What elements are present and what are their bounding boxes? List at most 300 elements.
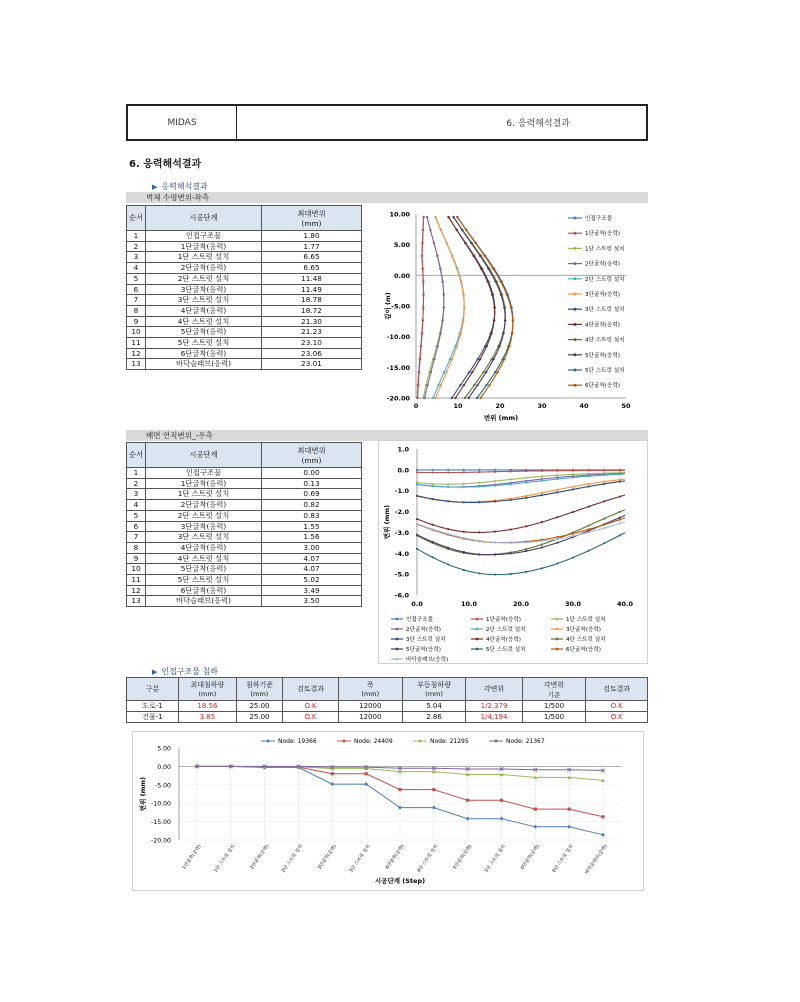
cell-max: 3.50 — [262, 596, 362, 607]
series-point — [541, 521, 543, 523]
legend-marker — [476, 648, 479, 651]
series-point — [510, 528, 512, 530]
series-point — [619, 481, 621, 483]
x-tick-label: 30 — [537, 402, 547, 410]
x-tick-label: 2단굴착(응력) — [249, 844, 271, 871]
series-point — [510, 499, 512, 501]
series-point — [365, 772, 368, 775]
series-point — [572, 511, 574, 513]
series-point — [416, 518, 418, 520]
series-point — [494, 471, 496, 473]
cell-max: 1.55 — [262, 521, 362, 532]
series-point — [447, 563, 449, 565]
legend-marker — [574, 384, 577, 387]
series-point — [416, 397, 418, 399]
cell-stage: 4단굴착(응력) — [146, 542, 262, 553]
legend-marker — [574, 338, 577, 341]
cell-stage: 6단굴착(응력) — [146, 585, 262, 596]
series-point — [421, 242, 423, 244]
th-settlement: 각변위 — [466, 678, 522, 701]
series-point — [601, 833, 605, 837]
series-point — [487, 268, 489, 270]
cell-max: 18.72 — [262, 305, 362, 316]
legend-label: 4단굴착(응력) — [486, 637, 521, 643]
cell-max: 6.65 — [262, 263, 362, 274]
series-point — [556, 470, 558, 472]
cell-stage: 1단 스트럿 설치 — [146, 489, 262, 500]
series-point — [463, 306, 465, 308]
series-point — [478, 501, 480, 503]
series-point — [463, 537, 465, 539]
cell-stage: 인접구조물 — [146, 231, 262, 242]
series-point — [504, 319, 506, 321]
series-point — [541, 470, 543, 472]
series-point — [556, 491, 558, 493]
th-settlement: 폭 (mm) — [338, 678, 402, 701]
series-point — [525, 541, 527, 543]
series-point — [556, 474, 558, 476]
y-tick-label: -6.0 — [394, 591, 409, 600]
series-point — [512, 319, 514, 321]
cell-max: 5.02 — [262, 575, 362, 586]
cell-max: 1.56 — [262, 532, 362, 543]
series-point — [572, 469, 574, 471]
series-point — [426, 216, 428, 218]
cell-stage: 바닥슬래브(응력) — [146, 359, 262, 370]
series-point — [465, 229, 467, 231]
series-point — [619, 534, 621, 536]
settlement-table — [126, 677, 648, 723]
legend-label: 5단굴착(응력) — [406, 647, 441, 653]
series-point — [463, 486, 465, 488]
series-point — [541, 546, 543, 548]
series-point — [603, 524, 605, 526]
series-point — [525, 497, 527, 499]
th-settlement: 구분 — [127, 678, 179, 701]
y-tick-label: -5.0 — [394, 570, 409, 579]
legend-marker — [396, 658, 399, 661]
legend-label: 3단굴착(응력) — [585, 292, 620, 298]
x-tick-label: 0 — [413, 402, 419, 410]
x-tick-label: 20.0 — [512, 600, 530, 608]
x-tick-label: 30.0 — [564, 600, 582, 608]
series-point — [330, 782, 334, 786]
legend-label: 2단굴착(응력) — [585, 261, 620, 268]
x-tick-label: 40.0 — [616, 600, 634, 608]
series-point — [422, 229, 424, 231]
table-row — [127, 252, 362, 263]
series-line-11 — [417, 533, 625, 575]
cell-stage: 6단굴착(응력) — [146, 348, 262, 359]
series-line-9 — [454, 217, 506, 398]
series-point — [432, 528, 434, 530]
series-point — [418, 371, 420, 373]
th-settlement: 최대침하량 (mm) — [178, 678, 236, 701]
series-point — [498, 345, 500, 347]
series-point — [525, 548, 527, 550]
table-row — [127, 712, 648, 723]
series-point — [556, 562, 558, 564]
legend-label: 5단 스트럿 설치 — [585, 368, 625, 374]
legend-marker — [574, 323, 577, 326]
series-point — [416, 469, 418, 471]
series-point — [421, 268, 423, 270]
legend-label: 5단굴착(응력) — [585, 352, 620, 359]
series-point — [474, 242, 476, 244]
series-point — [439, 332, 441, 334]
table-row — [127, 338, 362, 349]
series-point — [478, 553, 480, 555]
x-tick-label: 3단굴착(응력) — [317, 844, 338, 871]
table-row — [127, 500, 362, 511]
series-point — [432, 498, 434, 500]
series-point — [463, 501, 465, 503]
cell-no: 7 — [127, 532, 146, 543]
series-point — [420, 345, 422, 347]
y-axis-title: 변위 (mm) — [139, 776, 147, 812]
series-point — [447, 483, 449, 485]
legend-marker — [574, 308, 577, 311]
cell-no: 1 — [127, 468, 146, 479]
series-line-12 — [417, 518, 625, 543]
legend-label: 1단 스트럿 설치 — [585, 246, 625, 253]
cell-stage: 1단굴착(응력) — [146, 241, 262, 252]
series-point — [494, 554, 496, 556]
back-displacement-chart — [378, 440, 648, 664]
y-tick-label: -2.0 — [394, 508, 409, 517]
cell-stage: 5단굴착(응력) — [146, 327, 262, 338]
series-point — [447, 500, 449, 502]
cell-no: 6 — [127, 521, 146, 532]
series-point — [496, 371, 498, 373]
x-tick-label: 10 — [453, 402, 463, 410]
cell-no: 4 — [127, 263, 146, 274]
series-point — [483, 255, 485, 257]
legend-label: Node: 21367 — [506, 738, 545, 746]
legend-label: 6단굴착(응력) — [585, 383, 620, 390]
series-point — [572, 532, 574, 534]
cell-max: 0.13 — [262, 478, 362, 489]
series-point — [494, 485, 496, 487]
series-point — [494, 480, 496, 482]
table-row — [127, 305, 362, 316]
series-point — [568, 807, 571, 810]
series-point — [432, 788, 435, 791]
cell: 1/2,379 — [466, 701, 522, 712]
table-row — [127, 553, 362, 564]
legend-label: 1단굴착(응력) — [486, 617, 521, 623]
legend-label: 6단굴착(응력) — [566, 647, 601, 653]
x-tick-label: 50 — [621, 402, 631, 410]
table-row — [127, 510, 362, 521]
series-point — [619, 511, 621, 513]
th-stage: 시공단계 — [146, 443, 262, 468]
cell: 도로-1 — [127, 701, 179, 712]
series-point — [572, 488, 574, 490]
series-point — [494, 541, 496, 543]
cell-no: 11 — [127, 338, 146, 349]
table-row — [127, 348, 362, 359]
series-point — [588, 475, 590, 477]
table-row — [127, 542, 362, 553]
y-tick-label: 0.00 — [157, 763, 171, 771]
series-point — [490, 332, 492, 334]
cell-max: 18.78 — [262, 295, 362, 306]
cell-stage: 2단 스트럿 설치 — [146, 273, 262, 284]
series-point — [567, 825, 571, 829]
legend-label: Node: 24409 — [354, 738, 393, 746]
cell: 12000 — [338, 712, 402, 723]
cell-max: 1.77 — [262, 241, 362, 252]
cell-stage: 5단 스트럿 설치 — [146, 338, 262, 349]
series-point — [433, 358, 435, 360]
series-point — [488, 384, 490, 386]
subsection-1-label: 응력해석결과 — [161, 182, 208, 191]
cell-no: 12 — [127, 585, 146, 596]
legend-marker — [476, 618, 479, 621]
cell-no: 11 — [127, 575, 146, 586]
cell: 1/500 — [522, 712, 586, 723]
x-tick-label: 5단 스트럿 설치 — [484, 844, 508, 874]
series-point — [432, 556, 434, 558]
series-point — [422, 306, 424, 308]
series-point — [473, 384, 475, 386]
series-point — [511, 332, 513, 334]
series-point — [486, 345, 488, 347]
legend-label: 2단 스트럿 설치 — [486, 627, 526, 633]
series-point — [443, 306, 445, 308]
series-point — [603, 542, 605, 544]
cell: O.K — [283, 712, 339, 723]
series-point — [463, 384, 465, 386]
th-settlement: 각변위 기준 — [522, 678, 586, 701]
wall-displacement-chart — [378, 204, 646, 432]
legend-marker — [267, 740, 270, 743]
series-point — [478, 471, 480, 473]
series-point — [470, 242, 472, 244]
legend-marker — [556, 628, 559, 631]
series-point — [541, 480, 543, 482]
series-point — [478, 572, 480, 574]
table-row — [127, 478, 362, 489]
cell-no: 9 — [127, 316, 146, 327]
series-point — [417, 384, 419, 386]
series-point — [510, 552, 512, 554]
th-stage: 시공단계 — [146, 206, 262, 231]
series-point — [493, 319, 495, 321]
th-settlement: 검토결과 — [283, 678, 339, 701]
series-point — [422, 280, 424, 282]
legend-label: 3단굴착(응력) — [566, 627, 601, 633]
y-tick-label: -15.00 — [386, 363, 410, 372]
cell-stage: 1단굴착(응력) — [146, 478, 262, 489]
series-point — [462, 293, 464, 295]
series-point — [603, 500, 605, 502]
cell-max: 0.83 — [262, 510, 362, 521]
series-point — [447, 471, 449, 473]
series-point — [471, 371, 473, 373]
y-tick-label: -15.00 — [151, 819, 171, 827]
section-title: 6. 응력해석결과 — [129, 159, 202, 170]
series-point — [432, 483, 434, 485]
series-point — [494, 530, 496, 532]
series-point — [572, 476, 574, 478]
cell: 18.56 — [178, 701, 236, 712]
table-row — [127, 284, 362, 295]
x-tick-label: 40 — [579, 402, 589, 410]
legend-label: 3단 스트럿 설치 — [406, 637, 446, 643]
series-point — [460, 332, 462, 334]
series-point — [525, 470, 527, 472]
series-point — [416, 471, 418, 473]
series-point — [500, 293, 502, 295]
cell-max: 4.07 — [262, 553, 362, 564]
series-point — [490, 358, 492, 360]
series-point — [493, 306, 495, 308]
cell-stage: 1단 스트럿 설치 — [146, 252, 262, 263]
series-point — [463, 531, 465, 533]
legend-marker — [495, 740, 498, 743]
series-point — [525, 495, 527, 497]
series-point — [437, 345, 439, 347]
series-point — [556, 538, 558, 540]
series-point — [482, 371, 484, 373]
table-row — [127, 596, 362, 607]
series-point — [503, 306, 505, 308]
series-point — [456, 345, 458, 347]
series-point — [454, 397, 456, 399]
table-row — [127, 241, 362, 252]
series-point — [422, 216, 424, 218]
series-point — [466, 817, 470, 821]
series-point — [478, 531, 480, 533]
series-point — [437, 384, 439, 386]
cell: 12000 — [338, 701, 402, 712]
series-point — [464, 242, 466, 244]
series-point — [477, 358, 479, 360]
series-point — [452, 216, 454, 218]
cell-stage: 4단 스트럿 설치 — [146, 553, 262, 564]
cell-no: 3 — [127, 252, 146, 263]
series-point — [485, 384, 487, 386]
series-point — [476, 384, 478, 386]
series-point — [541, 540, 543, 542]
series-point — [478, 482, 480, 484]
cell-no: 5 — [127, 510, 146, 521]
series-point — [603, 483, 605, 485]
series-point — [432, 806, 436, 810]
series-point — [445, 371, 447, 373]
series-point — [432, 541, 434, 543]
series-point — [459, 384, 461, 386]
series-point — [492, 268, 494, 270]
series-point — [541, 567, 543, 569]
cell-stage: 3단굴착(응력) — [146, 284, 262, 295]
cell-no: 2 — [127, 478, 146, 489]
cell-stage: 2단 스트럿 설치 — [146, 510, 262, 521]
y-tick-label: -20.00 — [386, 394, 410, 403]
legend-label: 인접구조물 — [585, 216, 613, 222]
series-point — [494, 500, 496, 502]
y-tick-label: -5.00 — [154, 782, 171, 790]
series-point — [494, 573, 496, 575]
table-row — [127, 273, 362, 284]
cell: 3.85 — [178, 712, 236, 723]
series-point — [603, 481, 605, 483]
cell-stage: 4단굴착(응력) — [146, 305, 262, 316]
series-point — [478, 486, 480, 488]
triangle-bullet-icon: ▶ — [152, 668, 158, 676]
cell-max: 23.01 — [262, 359, 362, 370]
series-point — [619, 495, 621, 497]
series-point — [588, 531, 590, 533]
legend-marker — [574, 277, 577, 280]
x-tick-label: 4단굴착(응력) — [385, 844, 406, 871]
cell-stage: 5단 스트럿 설치 — [146, 575, 262, 586]
series-point — [463, 483, 465, 485]
table-row — [127, 585, 362, 596]
series-point — [442, 319, 444, 321]
series-point — [462, 319, 464, 321]
series-point — [432, 469, 434, 471]
legend-label: Node: 19366 — [278, 738, 317, 746]
legend-label: 1단 스트럿 설치 — [566, 617, 606, 623]
header-right: 6. 응력해석결과 — [506, 119, 570, 129]
cell-max: 3.00 — [262, 542, 362, 553]
series-point — [603, 474, 605, 476]
series-point — [443, 371, 445, 373]
series-point — [506, 293, 508, 295]
series-point — [455, 229, 457, 231]
series-point — [556, 542, 558, 544]
y-axis-title: 깊이 (m) — [384, 292, 392, 320]
series-point — [588, 550, 590, 552]
series-point — [500, 799, 503, 802]
series-point — [421, 332, 423, 334]
x-axis-title: 시공단계 (Step) — [374, 877, 426, 885]
series-point — [447, 486, 449, 488]
series-point — [430, 371, 432, 373]
series-point — [572, 535, 574, 537]
table-row — [127, 575, 362, 586]
cell-no: 10 — [127, 564, 146, 575]
series-point — [510, 470, 512, 472]
series-point — [533, 825, 537, 829]
cell-no: 8 — [127, 542, 146, 553]
series-point — [440, 229, 442, 231]
series-point — [416, 534, 418, 536]
cell-no: 5 — [127, 273, 146, 284]
cell-no: 6 — [127, 284, 146, 295]
legend-marker — [396, 628, 399, 631]
th-no: 순서 — [127, 443, 146, 468]
series-point — [619, 522, 621, 524]
y-tick-label: -3.0 — [394, 528, 409, 537]
legend-label: 인접구조물 — [406, 617, 434, 623]
cell-max: 23.10 — [262, 338, 362, 349]
cell-stage: 4단 스트럿 설치 — [146, 316, 262, 327]
cell-max: 21.23 — [262, 327, 362, 338]
y-axis-title: 변위 (mm) — [383, 504, 391, 540]
cell-no: 3 — [127, 489, 146, 500]
cell: 25.00 — [236, 701, 282, 712]
series-point — [588, 528, 590, 530]
cell-stage: 3단굴착(응력) — [146, 521, 262, 532]
y-tick-label: 5.00 — [157, 745, 171, 753]
cell-max: 4.07 — [262, 564, 362, 575]
y-tick-label: 1.0 — [397, 445, 409, 454]
series-point — [541, 494, 543, 496]
